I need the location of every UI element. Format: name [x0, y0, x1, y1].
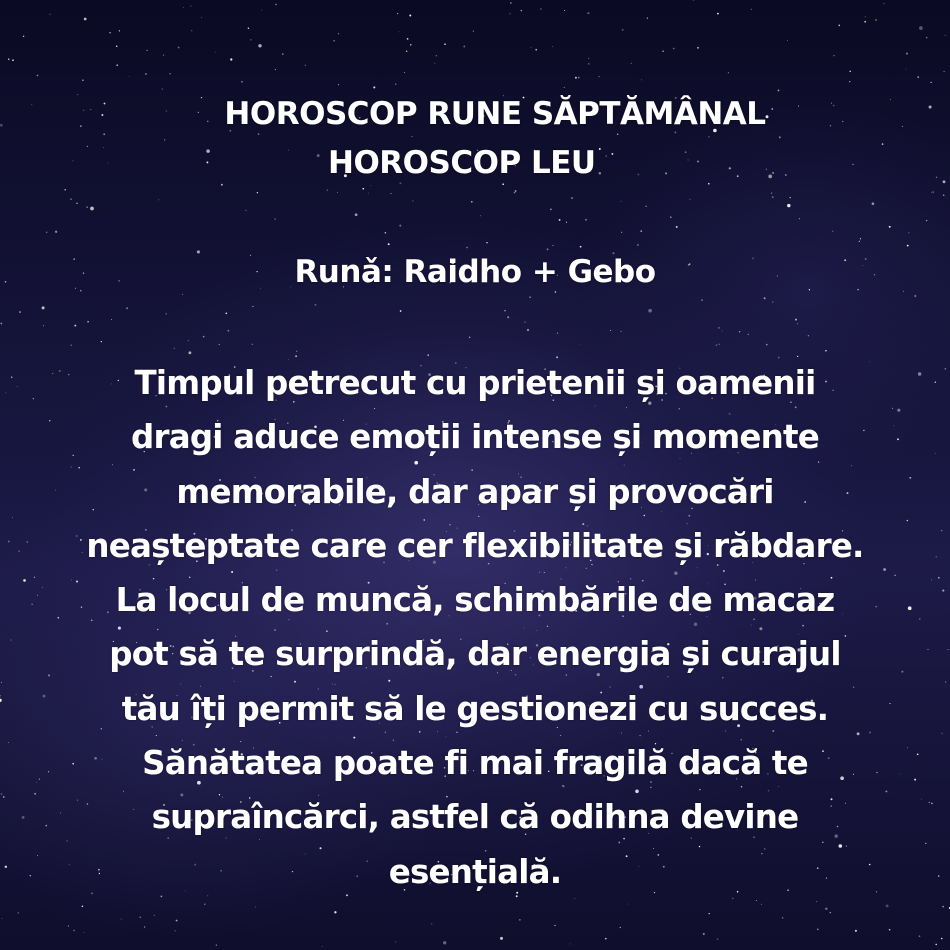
- star: [334, 911, 336, 913]
- star: [697, 47, 699, 49]
- star: [101, 341, 102, 342]
- star: [628, 904, 629, 905]
- star: [580, 344, 581, 345]
- star: [49, 14, 50, 15]
- star: [146, 50, 147, 51]
- star: [825, 908, 828, 911]
- star: [795, 319, 797, 321]
- star: [338, 84, 339, 85]
- star: [258, 44, 261, 47]
- star: [500, 937, 503, 940]
- star: [282, 53, 284, 55]
- star: [622, 29, 624, 31]
- star: [178, 47, 180, 49]
- star: [188, 340, 189, 341]
- star: [926, 37, 928, 39]
- star: [471, 201, 473, 203]
- star: [469, 337, 470, 338]
- star: [930, 82, 931, 83]
- title-line-1: HOROSCOP RUNE SĂPTĂMÂNAL: [224, 96, 766, 132]
- star: [588, 63, 589, 64]
- star: [575, 77, 577, 79]
- star: [838, 25, 840, 27]
- text-line: tău îți permit să le gestionezi cu succes.: [121, 689, 829, 728]
- star: [400, 310, 402, 312]
- star: [728, 72, 729, 73]
- star: [571, 197, 572, 198]
- star: [373, 86, 375, 88]
- star: [772, 196, 773, 197]
- star: [83, 932, 84, 933]
- title-line-2-text: HOROSCOP LEU: [328, 145, 596, 181]
- star: [860, 238, 861, 239]
- star: [0, 124, 3, 127]
- star: [875, 19, 877, 21]
- star: [825, 350, 827, 352]
- star: [782, 917, 783, 918]
- star: [631, 63, 632, 64]
- star: [621, 331, 622, 332]
- star: [370, 185, 371, 186]
- star: [466, 247, 468, 249]
- star: [404, 72, 405, 73]
- star: [708, 136, 709, 137]
- star: [90, 207, 94, 211]
- star: [385, 232, 387, 234]
- star: [519, 919, 520, 920]
- star: [55, 231, 57, 233]
- star: [621, 232, 622, 233]
- star: [174, 348, 175, 349]
- star: [116, 46, 118, 48]
- star: [761, 904, 762, 905]
- star: [903, 291, 904, 292]
- star: [709, 913, 710, 914]
- star: [82, 906, 84, 908]
- star: [431, 923, 432, 924]
- star: [718, 327, 720, 329]
- star: [772, 301, 773, 302]
- star: [190, 6, 191, 7]
- star: [509, 13, 510, 14]
- star: [43, 325, 44, 326]
- star: [188, 351, 191, 354]
- star: [830, 912, 831, 913]
- star: [434, 63, 435, 64]
- star: [399, 182, 401, 184]
- star: [191, 30, 192, 31]
- star: [19, 311, 21, 313]
- star: [662, 50, 664, 52]
- star: [771, 193, 772, 194]
- star: [527, 329, 529, 331]
- star: [645, 206, 646, 207]
- star: [849, 81, 850, 82]
- star: [12, 59, 14, 61]
- star: [412, 136, 413, 137]
- star: [296, 351, 297, 352]
- star: [748, 334, 750, 336]
- star: [580, 246, 582, 248]
- star: [338, 33, 339, 34]
- star: [708, 183, 710, 185]
- star: [395, 83, 396, 84]
- text-line: neașteptate care cer flexibilitate și răbdare.: [86, 526, 864, 565]
- star: [203, 336, 205, 338]
- star: [216, 945, 217, 946]
- star: [42, 306, 45, 309]
- star: [647, 17, 648, 18]
- star: [410, 44, 411, 45]
- star: [154, 915, 155, 916]
- star: [258, 133, 260, 135]
- star: [252, 344, 253, 345]
- star: [252, 306, 253, 307]
- star: [554, 925, 555, 926]
- star: [337, 192, 338, 193]
- star: [751, 9, 752, 10]
- star: [250, 39, 252, 41]
- star: [109, 32, 110, 33]
- star: [176, 920, 178, 922]
- star: [486, 242, 487, 243]
- star: [621, 201, 622, 202]
- star: [219, 344, 220, 345]
- star: [931, 192, 932, 193]
- star: [832, 231, 833, 232]
- star: [552, 46, 553, 47]
- star: [443, 941, 446, 944]
- star: [87, 321, 89, 323]
- rune-label: Runǎ: Raidho + Gebo: [294, 254, 656, 290]
- star: [221, 184, 223, 186]
- star: [764, 297, 766, 299]
- star: [116, 64, 118, 66]
- star: [564, 10, 565, 11]
- star: [322, 946, 323, 947]
- star: [693, 0, 694, 1]
- star: [756, 900, 757, 901]
- star: [585, 219, 587, 221]
- star: [248, 28, 249, 29]
- star: [779, 136, 781, 138]
- star: [84, 18, 87, 21]
- star: [507, 316, 509, 318]
- star: [787, 204, 790, 207]
- star: [787, 40, 788, 41]
- star: [564, 87, 565, 88]
- star: [859, 241, 860, 242]
- title-line-2: [0, 145, 950, 181]
- star: [395, 941, 396, 942]
- star: [941, 938, 943, 940]
- star: [587, 12, 589, 14]
- star: [388, 243, 390, 245]
- star: [889, 226, 891, 228]
- star: [397, 13, 398, 14]
- star: [521, 10, 522, 11]
- star: [245, 210, 246, 211]
- text-line: esențială.: [388, 852, 562, 891]
- star: [943, 71, 944, 72]
- star: [889, 929, 891, 931]
- star: [905, 68, 906, 69]
- text-line: supraîncărci, astfel că odihna devine: [151, 798, 799, 837]
- star: [201, 17, 202, 18]
- star: [908, 232, 909, 233]
- star: [641, 79, 642, 80]
- star: [158, 199, 159, 200]
- star: [566, 222, 567, 223]
- star: [598, 76, 599, 77]
- star: [0, 323, 2, 325]
- star: [907, 245, 909, 247]
- star: [121, 919, 122, 920]
- star: [230, 58, 232, 60]
- text-line: dragi aduce emoții intense și momente: [131, 418, 819, 457]
- star: [436, 55, 437, 56]
- star: [215, 52, 216, 53]
- star: [275, 219, 276, 220]
- star: [883, 3, 884, 4]
- star: [701, 299, 702, 300]
- star: [73, 930, 75, 932]
- star: [559, 219, 561, 221]
- star: [942, 906, 944, 908]
- star: [610, 330, 611, 331]
- star: [722, 330, 723, 331]
- star: [943, 194, 945, 196]
- star: [716, 344, 718, 346]
- star: [914, 295, 916, 297]
- star: [648, 309, 652, 313]
- star: [703, 933, 705, 935]
- star: [204, 904, 205, 905]
- star: [524, 322, 525, 323]
- star: [540, 8, 541, 9]
- star: [926, 220, 927, 221]
- star: [82, 79, 84, 81]
- star: [515, 190, 517, 192]
- star: [80, 290, 82, 292]
- star: [228, 330, 230, 332]
- star: [717, 938, 719, 940]
- star: [670, 216, 672, 218]
- text-line: La locul de muncă, schimbările de macaz: [115, 581, 835, 620]
- star: [68, 925, 69, 926]
- star: [162, 88, 163, 89]
- star: [8, 58, 9, 59]
- star: [919, 935, 921, 937]
- star: [327, 189, 329, 191]
- star: [182, 294, 183, 295]
- star: [64, 189, 66, 191]
- star: [2, 918, 3, 919]
- star: [514, 192, 516, 194]
- star: [872, 202, 875, 205]
- star: [77, 94, 78, 95]
- star: [463, 46, 465, 48]
- star: [557, 333, 558, 334]
- star: [37, 75, 39, 77]
- star: [175, 930, 176, 931]
- star: [166, 313, 167, 314]
- star: [553, 245, 554, 246]
- star: [605, 938, 607, 940]
- star: [145, 73, 147, 75]
- star: [588, 58, 590, 60]
- star: [169, 73, 170, 74]
- star: [473, 31, 474, 32]
- star: [865, 16, 866, 17]
- star: [140, 917, 141, 918]
- star: [790, 197, 791, 198]
- star: [778, 89, 780, 91]
- star: [444, 43, 446, 45]
- star: [717, 13, 719, 15]
- star: [368, 193, 369, 194]
- star: [689, 199, 690, 200]
- star: [412, 200, 413, 201]
- star: [886, 904, 889, 907]
- star: [833, 55, 834, 56]
- star: [144, 926, 145, 927]
- star: [797, 323, 798, 324]
- star: [849, 71, 850, 72]
- star: [855, 930, 857, 932]
- star: [673, 48, 675, 50]
- star: [197, 250, 200, 253]
- star: [76, 203, 77, 204]
- star: [550, 209, 552, 211]
- star: [333, 40, 335, 42]
- text-line: Sănătatea poate fi mai fragilă dacă te: [142, 744, 808, 783]
- star: [241, 81, 243, 83]
- star: [390, 193, 391, 194]
- star: [718, 343, 720, 345]
- star: [917, 76, 919, 78]
- star: [225, 312, 227, 314]
- star: [510, 2, 511, 3]
- text-line: Timpul petrecut cu prietenii și oamenii: [134, 364, 816, 402]
- star: [119, 30, 120, 31]
- star: [399, 225, 401, 227]
- star: [70, 198, 72, 200]
- star: [129, 76, 130, 77]
- star: [275, 4, 277, 6]
- star: [126, 307, 128, 309]
- star: [535, 49, 537, 51]
- star: [261, 9, 262, 10]
- star: [555, 291, 556, 292]
- star: [111, 319, 112, 320]
- star: [407, 38, 409, 40]
- star: [502, 183, 504, 185]
- star: [406, 50, 407, 51]
- star: [641, 230, 642, 231]
- star: [676, 226, 678, 228]
- star: [163, 55, 164, 56]
- star: [18, 912, 19, 913]
- star: [504, 310, 505, 311]
- star: [906, 53, 908, 55]
- text-line: pot să te surprindă, dar energia și curajul: [109, 635, 841, 674]
- star: [919, 26, 923, 30]
- star: [933, 192, 934, 193]
- star: [409, 15, 411, 17]
- horoscope-text: [0, 356, 950, 899]
- star: [275, 69, 276, 70]
- star: [355, 213, 358, 216]
- star: [86, 206, 87, 207]
- star: [362, 188, 364, 190]
- star: [808, 335, 809, 336]
- star: [70, 344, 72, 346]
- star: [164, 139, 165, 140]
- star: [547, 248, 549, 250]
- star: [945, 35, 946, 36]
- star: [103, 133, 105, 135]
- star: [23, 36, 24, 37]
- star: [74, 325, 76, 327]
- star: [766, 344, 768, 346]
- star: [799, 218, 800, 219]
- star: [817, 929, 819, 931]
- text-line: memorabile, dar apar și provocări: [176, 472, 774, 511]
- star: [305, 65, 306, 66]
- star: [255, 907, 256, 908]
- star: [480, 215, 481, 216]
- star: [617, 134, 618, 135]
- star: [620, 927, 621, 928]
- star: [315, 304, 317, 306]
- star: [864, 21, 866, 23]
- star: [531, 47, 532, 48]
- star: [570, 943, 571, 944]
- star: [739, 331, 740, 332]
- star: [935, 944, 937, 946]
- star: [46, 231, 48, 233]
- star: [257, 192, 258, 193]
- star: [578, 77, 580, 79]
- star: [398, 31, 399, 32]
- star: [183, 7, 184, 8]
- star: [816, 901, 817, 902]
- star: [637, 244, 638, 245]
- star: [529, 296, 531, 298]
